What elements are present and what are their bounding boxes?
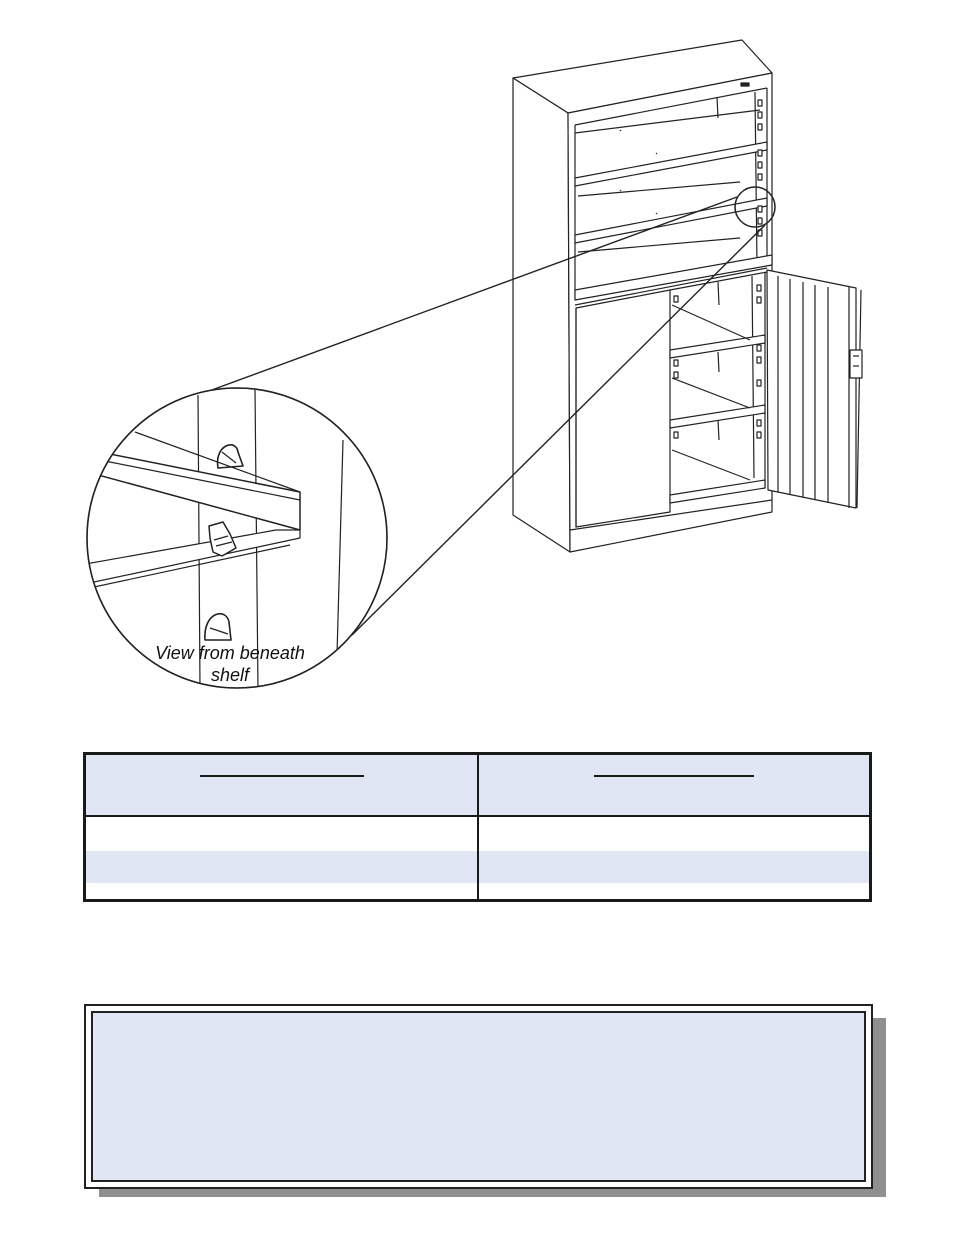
notice-box-panel bbox=[91, 1011, 866, 1182]
open-door bbox=[767, 270, 862, 508]
storage-cabinet bbox=[513, 40, 862, 552]
spec-table bbox=[83, 752, 872, 902]
header-underline bbox=[594, 775, 754, 777]
table-header-cell bbox=[86, 755, 477, 815]
detail-caption: View from beneath shelf bbox=[155, 643, 305, 685]
table-header-cell bbox=[479, 755, 869, 815]
header-underline bbox=[200, 775, 364, 777]
notice-box bbox=[84, 1004, 873, 1189]
column-divider bbox=[477, 755, 479, 899]
